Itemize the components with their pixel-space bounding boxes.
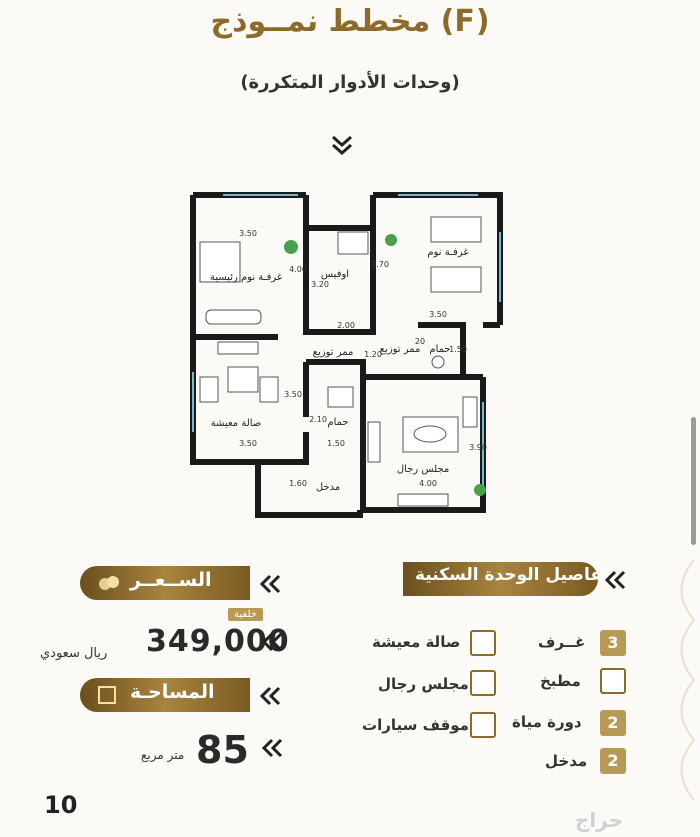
details-heading: تفاصيل الوحدة السكنية (415, 565, 609, 585)
bathrooms-count: 2 (600, 710, 626, 736)
price-banner (80, 566, 285, 600)
decorative-pattern (664, 560, 700, 820)
area-label: المساحـة (130, 681, 215, 703)
kitchen-label: مطبخ (540, 672, 581, 690)
dim-label: 3.50 (239, 229, 257, 238)
area-value: 85 (196, 728, 249, 772)
building-icon (98, 686, 116, 704)
room-master-bedroom: غرفـة نوم رئيسية (209, 272, 283, 283)
entrances-label: مدخل (545, 752, 588, 770)
page-number: 10 (44, 791, 78, 819)
dim-label: 2.00 (337, 321, 355, 330)
room-corridor-2: ممر توزيع (379, 344, 421, 355)
room-entrance: مدخل (315, 482, 341, 493)
details-banner (385, 562, 635, 596)
room-majlis: مجلس رجال (396, 464, 450, 475)
dim-label: 1.60 (289, 479, 307, 488)
chevron-left-icon (262, 738, 284, 758)
room-bath-2: حمام (327, 417, 349, 428)
chevron-left-icon (260, 574, 282, 594)
price-label: الســعــر (130, 569, 212, 591)
dim-label: 1.20 (364, 350, 382, 359)
car-icon (470, 712, 496, 738)
room-corridor-1: ممر توزيع (312, 347, 354, 358)
scrollbar[interactable] (691, 417, 696, 545)
parking-label: موقف سيارات (362, 716, 469, 734)
dim-label: 2.10 (309, 415, 327, 424)
area-banner (80, 678, 285, 712)
price-currency: ريال سعودي (40, 646, 108, 661)
chevron-left-icon (262, 632, 284, 652)
room-living: صالة معيشة (210, 418, 262, 429)
rooms-label: غــرف (538, 633, 586, 651)
dim-label: 4.00 (419, 479, 437, 488)
dim-label: 1.50 (449, 345, 467, 354)
sofa-icon (470, 630, 496, 656)
chevron-left-icon (605, 570, 627, 590)
area-unit: متر مربع (141, 748, 185, 762)
kitchen-icon (600, 668, 626, 694)
bathrooms-label: دورة مياة (512, 713, 582, 731)
room-office: اوفيس (320, 269, 350, 280)
dim-label: 3.50 (239, 439, 257, 448)
watermark: حراج (575, 808, 624, 832)
price-value: 349,000 (146, 624, 290, 659)
dim-label: 3.70 (371, 260, 389, 269)
dim-label: 3.50 (284, 390, 302, 399)
dim-label: 3.50 (429, 310, 447, 319)
chevron-left-icon (260, 686, 282, 706)
page-title: مخطط نمــوذج (F) (210, 4, 490, 39)
room-bath-1: حمام (429, 344, 451, 355)
dim-label: 3.90 (469, 443, 487, 452)
living-label: صالة معيشة (372, 633, 461, 651)
rooms-count: 3 (600, 630, 626, 656)
dim-label: 1.50 (327, 439, 345, 448)
dim-label: 20 (414, 337, 426, 346)
backyard-badge: خلفية (228, 608, 263, 621)
chevron-down-icon (330, 134, 354, 160)
floor-plan (188, 192, 513, 522)
coins-icon (98, 574, 120, 592)
page-subtitle: (وحدات الأدوار المتكررة) (240, 72, 460, 93)
dim-label: 3.20 (311, 280, 329, 289)
dim-label: 4.00 (289, 265, 307, 274)
couch-icon (470, 670, 496, 696)
room-bedroom: غرفـة نوم (427, 247, 469, 258)
majlis-label: مجلس رجال (378, 675, 469, 693)
entrances-count: 2 (600, 748, 626, 774)
